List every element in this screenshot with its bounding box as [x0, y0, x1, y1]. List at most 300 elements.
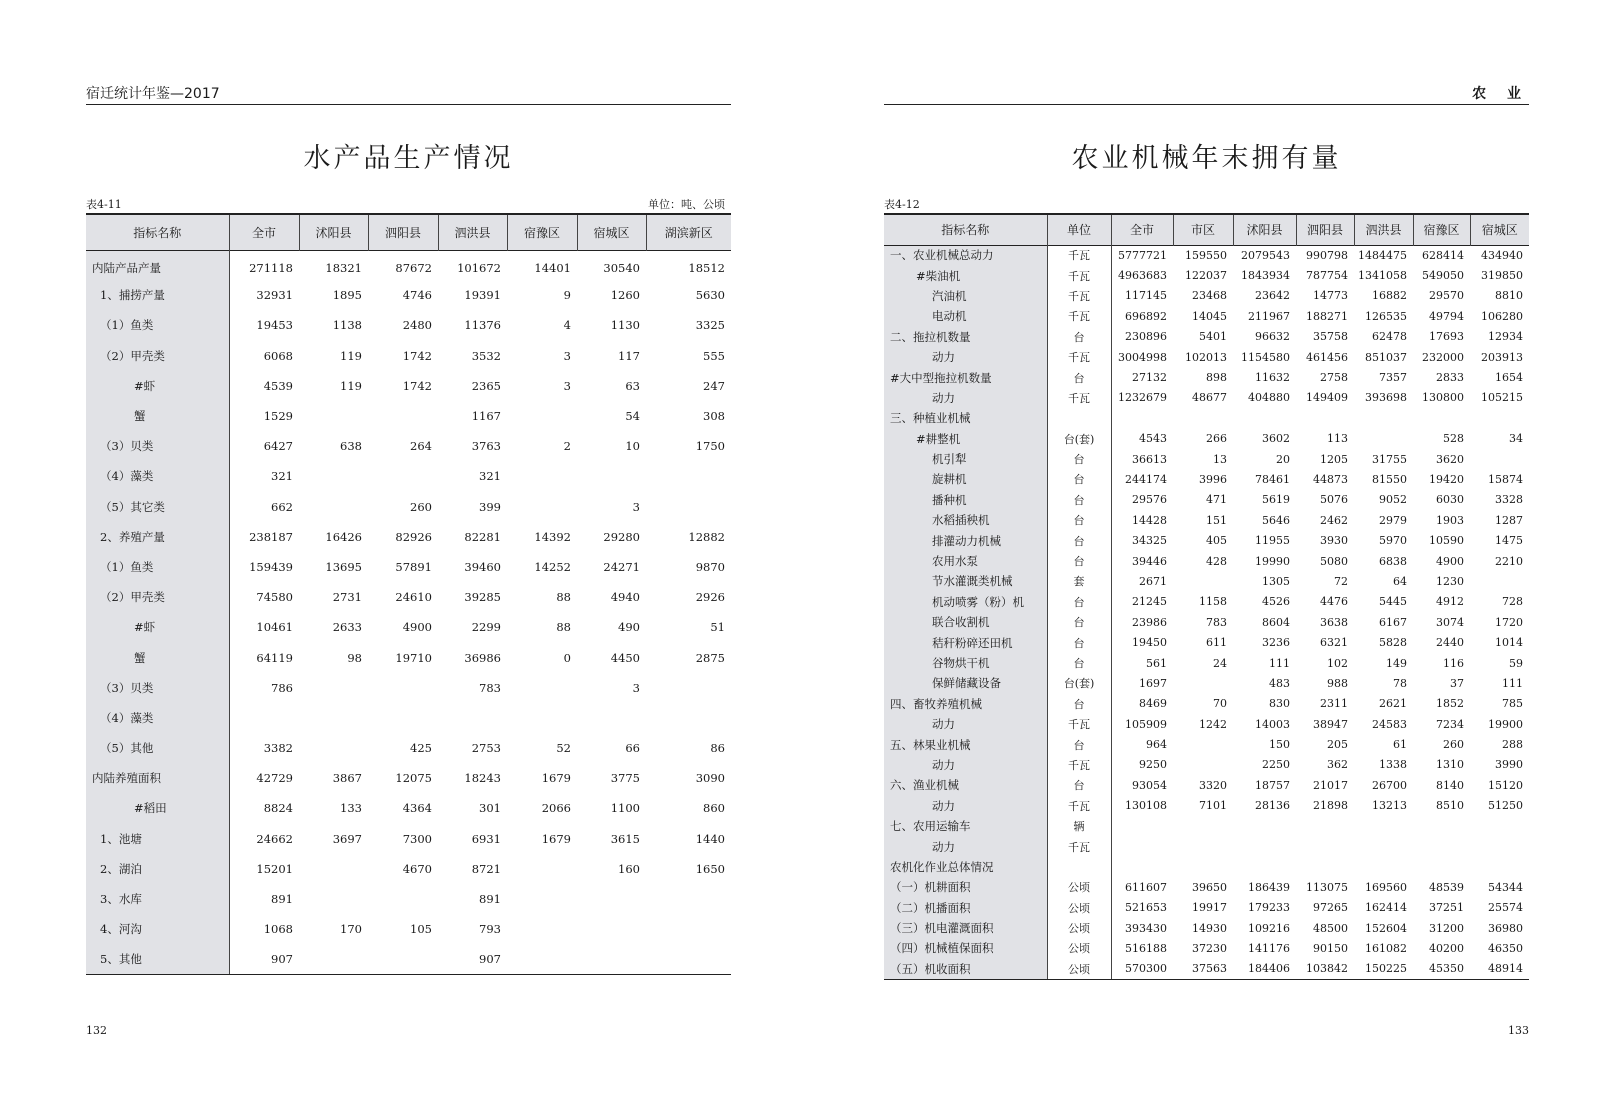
unit-cell: 套 [1047, 571, 1111, 591]
data-cell: 860 [703, 801, 725, 816]
data-cell: 10461 [256, 620, 293, 635]
data-cell: 8810 [1495, 289, 1523, 303]
row-label: （5）其他 [86, 733, 229, 763]
data-cell: 211967 [1248, 309, 1290, 323]
row-label: 动力 [884, 836, 1047, 856]
data-cell: 8469 [1139, 697, 1167, 711]
data-cell: 3697 [332, 831, 362, 846]
column-header: 指标名称 [884, 214, 1047, 245]
data-cell: 5646 [1262, 513, 1290, 527]
data-cell: 34 [1509, 432, 1523, 446]
data-cell: 362 [1327, 758, 1348, 772]
data-cell: 830 [1269, 697, 1290, 711]
data-cell: 1242 [1199, 717, 1227, 731]
data-cell: 46350 [1488, 941, 1523, 955]
data-cell [1296, 857, 1354, 877]
table-row [884, 245, 1529, 265]
row-label: 1、池塘 [86, 824, 229, 854]
data-cell: 19990 [1255, 554, 1290, 568]
row-label: 机动喷雾（粉）机 [884, 592, 1047, 612]
table-row [884, 714, 1529, 734]
unit-cell: 台(套) [1047, 673, 1111, 693]
data-cell: 31200 [1429, 921, 1464, 935]
table-row [884, 755, 1529, 775]
data-cell [507, 401, 577, 431]
row-label: （二）机播面积 [884, 898, 1047, 918]
data-cell: 13 [1213, 452, 1227, 466]
running-head-section: 农 业 [884, 84, 1529, 105]
table-number: 表4-11 [86, 198, 122, 211]
table-row [884, 836, 1529, 856]
data-cell: 14773 [1313, 289, 1348, 303]
column-header: 泗洪县 [1354, 214, 1413, 245]
data-cell [368, 673, 438, 703]
data-cell: 2480 [402, 318, 432, 333]
row-label: 动力 [884, 796, 1047, 816]
data-cell: 1230 [1436, 574, 1464, 588]
data-cell: 528 [1443, 432, 1464, 446]
row-label: #柴油机 [884, 265, 1047, 285]
row-label: （三）机电灌溉面积 [884, 918, 1047, 938]
data-cell: 728 [1502, 595, 1523, 609]
data-cell [646, 673, 731, 703]
data-cell: 11376 [464, 318, 501, 333]
unit-cell: 公顷 [1047, 959, 1111, 979]
data-cell: 5445 [1379, 595, 1407, 609]
row-label: 七、农用运输车 [884, 816, 1047, 836]
data-cell: 3532 [471, 348, 501, 363]
table-row [884, 327, 1529, 347]
data-cell [1173, 857, 1233, 877]
data-cell: 4963683 [1118, 269, 1167, 283]
table-number: 表4-12 [884, 198, 920, 211]
table-row [86, 401, 731, 431]
data-cell: 90150 [1313, 941, 1348, 955]
data-cell: 3090 [695, 771, 725, 786]
data-cell: 2758 [1320, 371, 1348, 385]
data-cell: 4900 [402, 620, 432, 635]
data-cell: 205 [1327, 738, 1348, 752]
data-cell [299, 733, 368, 763]
row-label: 蟹 [86, 642, 229, 672]
data-cell: 964 [1146, 738, 1167, 752]
data-cell: 5630 [695, 288, 725, 303]
column-header: 全市 [229, 214, 299, 250]
data-cell [1354, 816, 1413, 836]
data-cell: 14392 [534, 529, 571, 544]
data-cell [1233, 816, 1296, 836]
unit-cell: 千瓦 [1047, 755, 1111, 775]
data-cell: 483 [1269, 676, 1290, 690]
data-cell: 1232679 [1118, 391, 1167, 405]
data-cell: 72 [1334, 574, 1348, 588]
data-cell: 1654 [1495, 371, 1523, 385]
data-cell: 161082 [1365, 941, 1407, 955]
data-cell [577, 461, 646, 491]
column-header: 指标名称 [86, 214, 229, 250]
row-label: 动力 [884, 388, 1047, 408]
table-row [884, 816, 1529, 836]
data-cell: 64119 [256, 650, 293, 665]
row-label: 2、湖泊 [86, 854, 229, 884]
data-cell: 82281 [464, 529, 501, 544]
data-cell: 38947 [1313, 717, 1348, 731]
row-label: 电动机 [884, 306, 1047, 326]
table-row [86, 763, 731, 793]
data-cell [577, 884, 646, 914]
data-cell: 62478 [1372, 330, 1407, 344]
data-cell [646, 944, 731, 974]
data-cell [299, 461, 368, 491]
data-cell [507, 884, 577, 914]
row-label: 4、河沟 [86, 914, 229, 944]
data-cell: 186439 [1248, 880, 1290, 894]
data-cell: 122037 [1185, 269, 1227, 283]
data-cell: 1440 [695, 831, 725, 846]
data-cell [299, 401, 368, 431]
data-cell: 1205 [1320, 452, 1348, 466]
table-row [86, 280, 731, 310]
row-label: （4）藻类 [86, 703, 229, 733]
data-cell: 8604 [1262, 615, 1290, 629]
data-cell: 851037 [1365, 350, 1407, 364]
table-row [884, 632, 1529, 652]
data-cell: 5828 [1379, 636, 1407, 650]
data-cell: 2926 [695, 590, 725, 605]
data-cell: 393430 [1125, 921, 1167, 935]
data-cell: 516188 [1125, 941, 1167, 955]
unit-cell: 千瓦 [1047, 388, 1111, 408]
data-cell: 4746 [402, 288, 432, 303]
unit-cell: 台 [1047, 530, 1111, 550]
table-row [884, 571, 1529, 591]
row-label: 内陆养殖面积 [86, 763, 229, 793]
unit-cell: 千瓦 [1047, 796, 1111, 816]
data-cell [368, 884, 438, 914]
column-header: 沭阳县 [299, 214, 368, 250]
unit-cell: 台 [1047, 592, 1111, 612]
table-row [86, 492, 731, 522]
data-cell: 15874 [1488, 472, 1523, 486]
data-cell: 570300 [1111, 959, 1173, 979]
data-cell: 24 [1213, 656, 1227, 670]
data-cell: 399 [479, 499, 501, 514]
data-cell [1111, 408, 1173, 428]
data-cell: 6030 [1436, 493, 1464, 507]
data-cell: 8721 [471, 861, 501, 876]
data-cell: 1068 [263, 922, 293, 937]
data-cell: 783 [479, 680, 501, 695]
data-cell: 27132 [1132, 371, 1167, 385]
data-cell: 793 [479, 922, 501, 937]
data-cell: 87672 [395, 261, 432, 276]
data-cell: 24583 [1372, 717, 1407, 731]
data-cell: 188271 [1306, 309, 1348, 323]
data-cell: 57891 [395, 559, 432, 574]
data-cell: 11955 [1255, 534, 1290, 548]
row-label: 3、水库 [86, 884, 229, 914]
table-row [884, 469, 1529, 489]
data-cell: 1260 [610, 288, 640, 303]
data-cell: 78 [1393, 676, 1407, 690]
data-cell: 2210 [1495, 554, 1523, 568]
data-cell: 105215 [1481, 391, 1523, 405]
data-cell [1296, 816, 1354, 836]
data-cell: 1742 [402, 348, 432, 363]
data-cell: 19450 [1132, 636, 1167, 650]
data-cell: 39650 [1192, 880, 1227, 894]
data-cell: 37 [1450, 676, 1464, 690]
data-cell: 18243 [464, 771, 501, 786]
data-cell: 105909 [1125, 717, 1167, 731]
data-cell: 2671 [1139, 574, 1167, 588]
table-row [86, 310, 731, 340]
row-label: 旋耕机 [884, 469, 1047, 489]
unit-cell [1047, 857, 1111, 877]
table-row [884, 653, 1529, 673]
row-label: #虾 [86, 612, 229, 642]
data-cell: 555 [703, 348, 725, 363]
data-cell: 1895 [332, 288, 362, 303]
data-cell: 23642 [1255, 289, 1290, 303]
table-row [884, 734, 1529, 754]
data-cell: 169560 [1365, 880, 1407, 894]
data-cell: 34325 [1132, 534, 1167, 548]
data-cell: 20 [1276, 452, 1290, 466]
data-cell: 170 [340, 922, 362, 937]
data-cell: 18512 [688, 261, 725, 276]
unit-cell: 公顷 [1047, 877, 1111, 897]
column-header: 泗阳县 [368, 214, 438, 250]
data-cell: 48500 [1313, 921, 1348, 935]
column-header: 泗洪县 [438, 214, 507, 250]
data-cell [507, 492, 577, 522]
data-cell: 7234 [1436, 717, 1464, 731]
unit-cell: 台 [1047, 449, 1111, 469]
data-cell: 88 [556, 590, 571, 605]
table-row [86, 371, 731, 401]
data-cell: 3638 [1320, 615, 1348, 629]
row-label: （2）甲壳类 [86, 582, 229, 612]
data-cell: 102013 [1185, 350, 1227, 364]
data-cell [299, 703, 368, 733]
data-cell [646, 492, 731, 522]
data-cell: 891 [479, 892, 501, 907]
data-cell: 14045 [1192, 309, 1227, 323]
data-cell: 662 [271, 499, 293, 514]
data-cell: 1310 [1436, 758, 1464, 772]
data-cell [1233, 857, 1296, 877]
data-cell: 39460 [464, 559, 501, 574]
data-cell [1470, 449, 1529, 469]
data-cell: 9 [563, 288, 571, 303]
data-cell: 1697 [1139, 676, 1167, 690]
data-cell: 3 [632, 680, 640, 695]
data-cell: 101672 [457, 261, 501, 276]
data-cell: 5401 [1199, 330, 1227, 344]
data-cell: 109216 [1248, 921, 1290, 935]
data-cell: 247 [703, 378, 725, 393]
data-cell: 64 [1393, 574, 1407, 588]
data-cell: 14401 [534, 261, 571, 276]
unit-cell: 千瓦 [1047, 836, 1111, 856]
data-cell: 54 [625, 409, 640, 424]
data-cell [1470, 836, 1529, 856]
data-cell: 7357 [1379, 371, 1407, 385]
data-cell: 1338 [1379, 758, 1407, 772]
data-cell [1413, 408, 1470, 428]
data-cell: 30540 [603, 261, 640, 276]
data-cell [646, 703, 731, 733]
data-cell: 8510 [1436, 799, 1464, 813]
data-cell: 26700 [1372, 778, 1407, 792]
data-cell: 52 [556, 741, 571, 756]
data-cell: 1742 [402, 378, 432, 393]
column-header: 泗阳县 [1296, 214, 1354, 245]
data-cell: 29280 [603, 529, 640, 544]
data-cell: 15120 [1488, 778, 1523, 792]
unit-cell: 台 [1047, 469, 1111, 489]
unit-cell: 千瓦 [1047, 286, 1111, 306]
row-label: 秸秆粉碎还田机 [884, 632, 1047, 652]
table-row [884, 796, 1529, 816]
data-cell: 9870 [695, 559, 725, 574]
data-cell: 2365 [471, 378, 501, 393]
data-cell: 3 [632, 499, 640, 514]
data-cell: 5076 [1320, 493, 1348, 507]
data-cell [1413, 816, 1470, 836]
data-cell: 48677 [1192, 391, 1227, 405]
table-row [884, 306, 1529, 326]
data-cell [299, 884, 368, 914]
data-cell: 19917 [1192, 901, 1227, 915]
data-cell [577, 944, 646, 974]
table-row [884, 959, 1529, 979]
data-cell: 321 [479, 469, 501, 484]
data-cell: 4 [563, 318, 571, 333]
data-cell: 271118 [249, 261, 293, 276]
data-cell [1354, 408, 1413, 428]
data-cell: 36980 [1488, 921, 1523, 935]
data-cell: 4670 [402, 861, 432, 876]
data-cell: 6838 [1379, 554, 1407, 568]
data-cell [507, 854, 577, 884]
data-cell: 696892 [1125, 309, 1167, 323]
data-cell: 549050 [1422, 269, 1464, 283]
data-cell: 54344 [1488, 880, 1523, 894]
row-label: #耕整机 [884, 429, 1047, 449]
table-row [86, 703, 731, 733]
table-row [884, 673, 1529, 693]
row-label: 三、种植业机械 [884, 408, 1047, 428]
data-cell: 18757 [1255, 778, 1290, 792]
unit-cell: 台(套) [1047, 429, 1111, 449]
data-cell: 787754 [1306, 269, 1348, 283]
data-cell: 8824 [263, 801, 293, 816]
row-label: 节水灌溉类机械 [884, 571, 1047, 591]
data-cell [368, 461, 438, 491]
data-cell: 3328 [1495, 493, 1523, 507]
data-cell [1296, 836, 1354, 856]
row-label: #大中型拖拉机数量 [884, 367, 1047, 387]
data-cell: 1167 [471, 409, 501, 424]
data-cell [646, 884, 731, 914]
data-cell: 61 [1393, 738, 1407, 752]
data-cell: 1154580 [1241, 350, 1290, 364]
data-cell: 8140 [1436, 778, 1464, 792]
data-cell: 3930 [1320, 534, 1348, 548]
data-cell: 42729 [256, 771, 293, 786]
data-cell: 1305 [1262, 574, 1290, 588]
row-label: 联合收割机 [884, 612, 1047, 632]
row-label: 内陆产品产量 [86, 250, 229, 280]
data-cell: 24610 [395, 590, 432, 605]
table-row [884, 490, 1529, 510]
data-cell: 6931 [471, 831, 501, 846]
data-cell: 2833 [1436, 371, 1464, 385]
data-cell [1233, 836, 1296, 856]
data-cell: 119 [340, 378, 362, 393]
data-cell [1173, 816, 1233, 836]
data-cell: 3382 [263, 741, 293, 756]
data-cell: 29570 [1429, 289, 1464, 303]
data-cell: 14930 [1192, 921, 1227, 935]
data-cell: 1679 [541, 771, 571, 786]
table-row [884, 530, 1529, 550]
data-cell: 1100 [610, 801, 640, 816]
data-cell [1413, 857, 1470, 877]
row-label: 五、林果业机械 [884, 734, 1047, 754]
data-cell: 74580 [256, 590, 293, 605]
data-cell: 19453 [256, 318, 293, 333]
data-cell: 32931 [256, 288, 293, 303]
data-cell: 18321 [325, 261, 362, 276]
data-cell: 116 [1443, 656, 1464, 670]
data-cell: 3867 [332, 771, 362, 786]
table-row [884, 857, 1529, 877]
data-cell: 86 [710, 741, 725, 756]
row-label: （5）其它类 [86, 492, 229, 522]
row-label: 农用水泵 [884, 551, 1047, 571]
data-cell: 1130 [610, 318, 640, 333]
table-row [884, 918, 1529, 938]
page-title-machinery: 农业机械年末拥有量 [1071, 143, 1342, 174]
data-cell: 521653 [1125, 901, 1167, 915]
data-cell: 1341058 [1358, 269, 1407, 283]
data-cell: 638 [340, 439, 362, 454]
data-cell: 14003 [1255, 717, 1290, 731]
data-cell: 7300 [402, 831, 432, 846]
data-cell: 4526 [1262, 595, 1290, 609]
data-cell: 117 [618, 348, 640, 363]
data-cell: 29576 [1132, 493, 1167, 507]
data-cell: 2621 [1379, 697, 1407, 711]
data-cell [1111, 857, 1173, 877]
data-cell: 36986 [464, 650, 501, 665]
data-cell: 264 [410, 439, 432, 454]
data-cell: 36613 [1132, 452, 1167, 466]
data-cell [1111, 836, 1173, 856]
data-cell [1173, 734, 1233, 754]
data-cell: 88 [556, 620, 571, 635]
running-head-yearbook: 宿迁统计年鉴—2017 [86, 84, 731, 105]
data-cell: 2731 [332, 590, 362, 605]
data-cell: 3602 [1262, 432, 1290, 446]
data-cell: 160 [618, 861, 640, 876]
data-cell: 81550 [1372, 472, 1407, 486]
data-cell: 16426 [325, 529, 362, 544]
data-cell: 10 [625, 439, 640, 454]
